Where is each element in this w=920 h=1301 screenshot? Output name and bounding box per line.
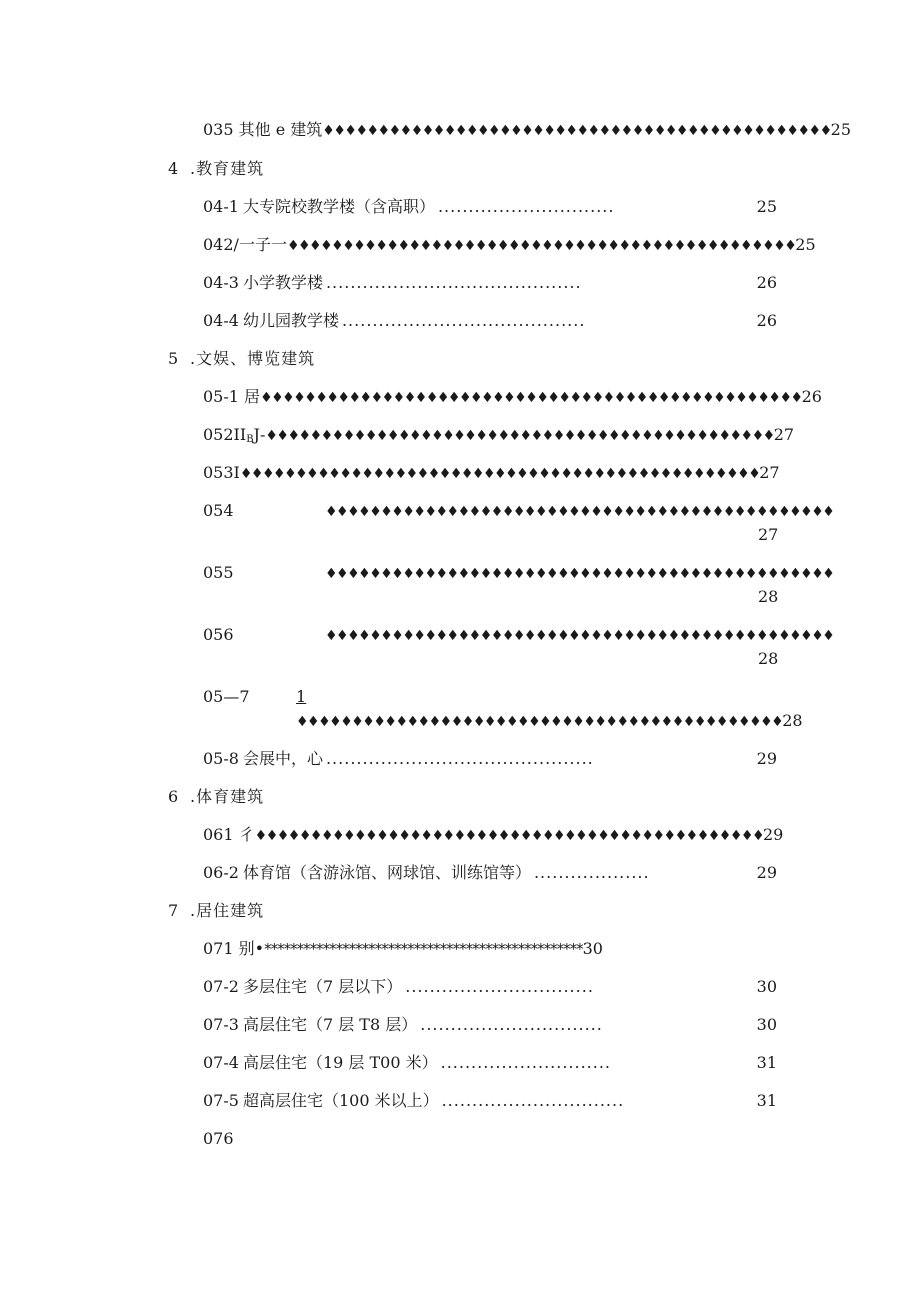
entry-code: 04-4 xyxy=(203,311,239,330)
leader-diamonds: ♦♦♦♦♦♦♦♦♦♦♦♦♦♦♦♦♦♦♦♦♦♦♦♦♦♦♦♦♦♦♦♦♦♦♦♦♦♦♦♦♦♦♦♦♦♦ xyxy=(325,566,834,582)
section-number: 5 xyxy=(168,349,179,368)
toc-entry-054-code[interactable] xyxy=(203,501,234,521)
section-title: .居住建筑 xyxy=(190,901,265,920)
section-number: 7 xyxy=(168,901,179,920)
toc-entry-07-2[interactable] xyxy=(203,977,777,997)
toc-entry-042[interactable] xyxy=(203,235,816,256)
entry-code: 05-8 xyxy=(203,749,239,768)
toc-entry-07-3[interactable] xyxy=(203,1015,777,1035)
entry-title: 其他 e 建筑 xyxy=(238,120,323,139)
entry-title: 多层住宅（7 层以下） xyxy=(242,977,403,996)
toc-entry-035[interactable] xyxy=(203,120,851,141)
toc-entry-04-3[interactable] xyxy=(203,273,777,293)
entry-page-number: 27 xyxy=(759,463,780,482)
entry-page-number: 29 xyxy=(756,749,777,768)
entry-title: 体育馆（含游泳馆、网球馆、训练馆等） xyxy=(242,863,531,882)
entry-page-number: 25 xyxy=(830,120,851,139)
entry-code: 04-1 xyxy=(203,197,239,216)
entry-page-number: 26 xyxy=(756,311,777,330)
toc-entry-05-7-leader xyxy=(296,711,803,732)
entry-title-subscript: B xyxy=(246,434,254,445)
entry-page-number: 30 xyxy=(756,977,777,996)
section-title: .体育建筑 xyxy=(190,787,265,806)
entry-title: 大专院校教学楼（含高职） xyxy=(242,197,435,216)
leader-diamonds: ♦♦♦♦♦♦♦♦♦♦♦♦♦♦♦♦♦♦♦♦♦♦♦♦♦♦♦♦♦♦♦♦♦♦♦♦♦♦♦♦♦♦♦♦♦♦ xyxy=(265,428,774,444)
toc-section-5[interactable] xyxy=(168,349,315,369)
toc-entry-05-8[interactable] xyxy=(203,749,777,769)
entry-code: 07-3 xyxy=(203,1015,239,1034)
entry-page-number: 28 xyxy=(782,711,803,730)
entry-page-number: 27 xyxy=(773,425,795,444)
toc-section-7[interactable] xyxy=(168,901,264,921)
leader-diamonds: ♦♦♦♦♦♦♦♦♦♦♦♦♦♦♦♦♦♦♦♦♦♦♦♦♦♦♦♦♦♦♦♦♦♦♦♦♦♦♦♦♦♦♦♦♦♦♦ xyxy=(239,466,760,482)
toc-entry-04-4[interactable] xyxy=(203,311,777,331)
leader-diamonds: ♦♦♦♦♦♦♦♦♦♦♦♦♦♦♦♦♦♦♦♦♦♦♦♦♦♦♦♦♦♦♦♦♦♦♦♦♦♦♦♦♦♦♦♦♦♦ xyxy=(254,828,763,844)
entry-code: 07-5 xyxy=(203,1091,239,1110)
leader-diamonds: ♦♦♦♦♦♦♦♦♦♦♦♦♦♦♦♦♦♦♦♦♦♦♦♦♦♦♦♦♦♦♦♦♦♦♦♦♦♦♦♦♦♦♦♦♦♦ xyxy=(286,238,796,254)
toc-entry-053[interactable] xyxy=(203,463,780,484)
entry-page-number: 29 xyxy=(756,863,777,882)
leader-dots: .............................. xyxy=(420,1015,603,1034)
entry-page-number: 31 xyxy=(756,1053,777,1072)
entry-title: 高层住宅（19 层 T00 米） xyxy=(242,1053,438,1072)
entry-code: 035 xyxy=(203,120,234,139)
entry-code: 053I xyxy=(203,463,240,482)
entry-title-part: II xyxy=(233,425,247,444)
section-title: .文娱、博览建筑 xyxy=(190,349,316,368)
entry-page-number: 26 xyxy=(801,387,822,406)
entry-code: 056 xyxy=(203,625,234,644)
toc-entry-04-1[interactable] xyxy=(203,197,777,217)
toc-section-4[interactable] xyxy=(168,159,264,179)
entry-title-part: J- xyxy=(253,425,266,444)
section-number: 4 xyxy=(168,159,179,178)
toc-entry-05-7-code[interactable] xyxy=(203,687,250,707)
entry-title: 别• xyxy=(238,939,265,958)
toc-entry-07-5[interactable] xyxy=(203,1091,777,1111)
entry-code: 055 xyxy=(203,563,234,582)
entry-title: 会展中，心 xyxy=(242,749,323,768)
toc-entry-05-1[interactable] xyxy=(203,387,822,408)
toc-section-6[interactable] xyxy=(168,787,264,807)
section-title: .教育建筑 xyxy=(190,159,265,178)
entry-page-number: 31 xyxy=(756,1091,777,1110)
leader-diamonds: ♦♦♦♦♦♦♦♦♦♦♦♦♦♦♦♦♦♦♦♦♦♦♦♦♦♦♦♦♦♦♦♦♦♦♦♦♦♦♦♦♦♦♦♦♦♦ xyxy=(325,628,834,644)
leader-diamonds: ♦♦♦♦♦♦♦♦♦♦♦♦♦♦♦♦♦♦♦♦♦♦♦♦♦♦♦♦♦♦♦♦♦♦♦♦♦♦♦♦♦♦♦♦♦♦ xyxy=(325,504,834,520)
leader-dots: .............................. xyxy=(441,1091,625,1110)
entry-code: 054 xyxy=(203,501,234,520)
leader-dots: .......................................... xyxy=(325,273,582,292)
leader-diamonds: ♦♦♦♦♦♦♦♦♦♦♦♦♦♦♦♦♦♦♦♦♦♦♦♦♦♦♦♦♦♦♦♦♦♦♦♦♦♦♦♦♦♦♦♦♦♦ xyxy=(322,123,831,139)
entry-title: 一子一 xyxy=(238,235,287,254)
entry-page-number: 28 xyxy=(758,649,779,668)
entry-page-number: 27 xyxy=(758,525,779,544)
entry-code: 06-2 xyxy=(203,863,239,882)
entry-code: 071 xyxy=(203,939,234,958)
leader-diamonds: ♦♦♦♦♦♦♦♦♦♦♦♦♦♦♦♦♦♦♦♦♦♦♦♦♦♦♦♦♦♦♦♦♦♦♦♦♦♦♦♦♦♦♦♦ xyxy=(296,714,783,730)
entry-page-number: 28 xyxy=(758,587,779,606)
leader-dots: ............................ xyxy=(440,1053,612,1072)
leader-dots: ............................... xyxy=(405,977,594,996)
toc-entry-061[interactable] xyxy=(203,825,783,846)
entry-title: 高层住宅（7 层 T8 层） xyxy=(242,1015,418,1034)
toc-entry-055-code[interactable] xyxy=(203,563,234,583)
section-number: 6 xyxy=(168,787,179,806)
entry-code: 07-4 xyxy=(203,1053,239,1072)
entry-page-number: 30 xyxy=(582,939,603,958)
entry-page-number: 26 xyxy=(756,273,777,292)
entry-code: 04-3 xyxy=(203,273,239,292)
entry-code: 042/ xyxy=(203,235,239,254)
entry-code: 076 xyxy=(203,1129,234,1148)
entry-code: 07-2 xyxy=(203,977,239,996)
leader-dots: ............................. xyxy=(437,197,615,216)
entry-title: 1 xyxy=(296,687,307,706)
entry-title: 彳 xyxy=(238,825,255,844)
leader-dots: ........................................ xyxy=(341,311,586,330)
entry-title: 小学教学楼 xyxy=(242,273,323,292)
entry-code: 061 xyxy=(203,825,234,844)
toc-entry-076[interactable] xyxy=(203,1129,234,1149)
toc-entry-07-4[interactable] xyxy=(203,1053,777,1073)
toc-entry-056-code[interactable] xyxy=(203,625,234,645)
leader-dots: ................... xyxy=(533,863,650,882)
leader-diamonds: ♦♦♦♦♦♦♦♦♦♦♦♦♦♦♦♦♦♦♦♦♦♦♦♦♦♦♦♦♦♦♦♦♦♦♦♦♦♦♦♦♦♦♦♦♦♦♦♦♦ xyxy=(260,390,802,406)
leader-stars: ************************************************* xyxy=(264,940,583,958)
entry-code: 05-1 xyxy=(203,387,239,406)
leader-dots: ............................................ xyxy=(325,749,594,768)
toc-entry-052[interactable] xyxy=(203,425,794,450)
entry-title: 居 xyxy=(244,387,261,406)
entry-title: 超高层住宅（100 米以上） xyxy=(242,1091,439,1110)
entry-page-number: 30 xyxy=(756,1015,777,1034)
entry-code: 052 xyxy=(203,425,234,444)
toc-entry-06-2[interactable] xyxy=(203,863,777,883)
toc-entry-071[interactable] xyxy=(203,939,603,959)
entry-page-number: 25 xyxy=(756,197,777,216)
entry-page-number: 25 xyxy=(795,235,816,254)
entry-code: 05—7 xyxy=(203,687,250,706)
entry-title: 幼儿园教学楼 xyxy=(242,311,339,330)
entry-page-number: 29 xyxy=(763,825,784,844)
